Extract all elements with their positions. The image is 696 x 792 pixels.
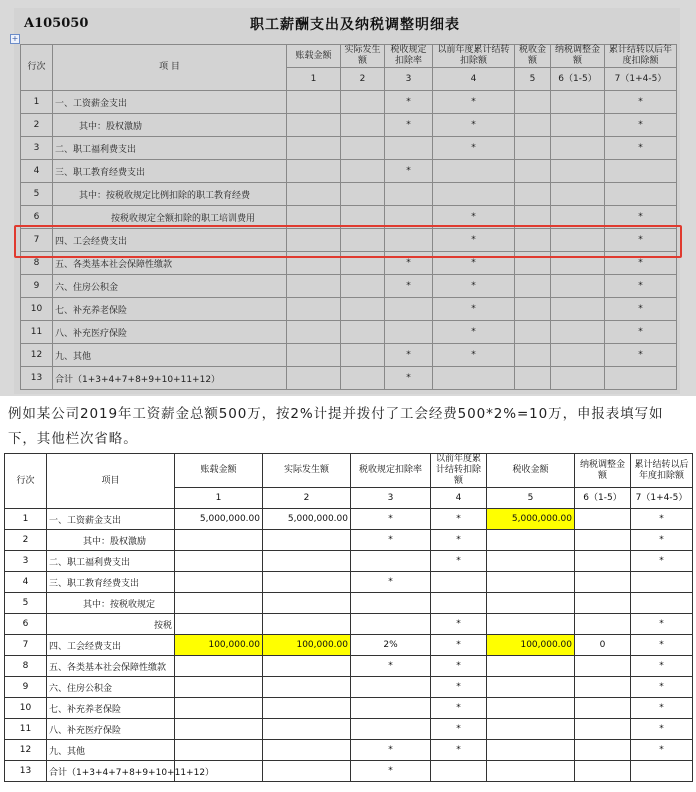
row-cell-col-3[interactable]: * [351, 530, 431, 551]
row-cell-col-3[interactable]: * [385, 160, 433, 183]
row-cell-col-3[interactable] [385, 321, 433, 344]
table-row [5, 719, 693, 740]
row-cell-col-7[interactable]: * [631, 614, 693, 635]
row-cell-col-6[interactable] [575, 614, 631, 635]
row-cell-col-6[interactable] [575, 509, 631, 530]
row-cell-col-7[interactable]: * [605, 321, 677, 344]
row-cell-col-3[interactable] [351, 593, 431, 614]
row-number: 9 [5, 677, 47, 698]
row-cell-col-1[interactable] [175, 740, 263, 761]
row-item: 八、补充医疗保险 [47, 719, 175, 740]
row-cell-col-2[interactable] [341, 298, 385, 321]
row-cell-col-4[interactable]: * [433, 137, 515, 160]
row-cell-col-3[interactable]: * [385, 252, 433, 275]
row-cell-col-1[interactable] [175, 656, 263, 677]
row-item: 一、工资薪金支出 [47, 509, 175, 530]
table-row [5, 635, 693, 656]
row-cell-col-4[interactable] [433, 160, 515, 183]
row-item: 三、职工教育经费支出 [53, 160, 287, 183]
row-item: 五、各类基本社会保障性缴款 [53, 252, 287, 275]
row-item: 六、住房公积金 [53, 275, 287, 298]
row-cell-col-6[interactable] [551, 114, 605, 137]
col-number: 1 [175, 488, 263, 509]
row-cell-col-2[interactable] [263, 614, 351, 635]
row-cell-col-5[interactable] [515, 91, 551, 114]
row-cell-col-2[interactable] [263, 572, 351, 593]
col-number: 6（1-5） [575, 488, 631, 509]
row-cell-col-2[interactable] [341, 275, 385, 298]
row-cell-col-4[interactable] [431, 761, 487, 782]
row-cell-col-4[interactable]: * [433, 114, 515, 137]
header-col-6: 纳税调整金额 [551, 45, 605, 68]
row-item: 其中：按税收规定 [47, 593, 175, 614]
row-number: 10 [21, 298, 53, 321]
row-cell-col-1[interactable]: 5,000,000.00 [175, 509, 263, 530]
table-row [5, 761, 693, 782]
row-cell-col-2[interactable]: 5,000,000.00 [263, 509, 351, 530]
row-cell-col-1[interactable] [175, 698, 263, 719]
row-cell-col-1[interactable] [175, 677, 263, 698]
row-item: 七、补充养老保险 [47, 698, 175, 719]
row-cell-col-7[interactable]: * [605, 91, 677, 114]
col-number: 7（1+4-5） [631, 488, 693, 509]
row-cell-col-4[interactable]: * [431, 509, 487, 530]
top-form-table [20, 44, 677, 390]
table-row [5, 593, 693, 614]
header-col-2: 实际发生额 [341, 45, 385, 68]
row-cell-col-1[interactable] [175, 593, 263, 614]
row-cell-col-2[interactable] [263, 761, 351, 782]
row-cell-col-6[interactable] [551, 321, 605, 344]
row-item: 按税 [47, 614, 175, 635]
bottom-table-body [5, 509, 693, 782]
row-cell-col-6[interactable] [575, 677, 631, 698]
row-cell-col-7[interactable]: * [631, 509, 693, 530]
row-cell-col-5[interactable] [515, 137, 551, 160]
row-cell-col-4[interactable]: * [431, 530, 487, 551]
row-cell-col-2[interactable] [341, 344, 385, 367]
row-cell-col-4[interactable]: * [433, 91, 515, 114]
row-item: 按税收规定全额扣除的职工培训费用 [53, 206, 287, 229]
row-cell-col-5[interactable] [487, 530, 575, 551]
row-item: 其中：股权激励 [53, 114, 287, 137]
row-number: 13 [5, 761, 47, 782]
row-cell-col-5[interactable] [487, 656, 575, 677]
header-col-3: 税收规定扣除率 [385, 45, 433, 68]
row-cell-col-3[interactable] [385, 298, 433, 321]
bottom-header-row [5, 454, 693, 488]
row-cell-col-5[interactable] [487, 677, 575, 698]
table-row [5, 677, 693, 698]
header-col-4: 以前年度累计结转扣除额 [433, 45, 515, 68]
table-move-handle-icon[interactable]: + [11, 34, 19, 43]
row-cell-col-3[interactable] [351, 719, 431, 740]
row-cell-col-6[interactable] [551, 137, 605, 160]
row-cell-col-4[interactable] [431, 593, 487, 614]
row-number: 9 [21, 275, 53, 298]
row-cell-col-6[interactable] [551, 298, 605, 321]
row-number: 4 [5, 572, 47, 593]
table-row [5, 656, 693, 677]
row-cell-col-2[interactable] [341, 160, 385, 183]
header-col-1: 账载金额 [175, 454, 263, 488]
row-cell-col-7[interactable]: * [605, 344, 677, 367]
header-col-5: 税收金额 [515, 45, 551, 68]
row-cell-col-4[interactable]: * [431, 551, 487, 572]
top-header-row [21, 45, 677, 68]
row-item: 九、其他 [47, 740, 175, 761]
table-row [21, 367, 677, 390]
row-cell-col-6[interactable] [551, 275, 605, 298]
form-code: A105050 [24, 16, 89, 31]
row-cell-col-5[interactable] [515, 160, 551, 183]
row-cell-col-6[interactable] [575, 530, 631, 551]
table-row [21, 114, 677, 137]
row-cell-col-7[interactable]: * [631, 635, 693, 656]
header-col-1: 账载金额 [287, 45, 341, 68]
col-number: 7（1+4-5） [605, 68, 677, 91]
form-title: 职工薪酬支出及纳税调整明细表 [250, 17, 460, 33]
row-number: 2 [21, 114, 53, 137]
row-cell-col-5[interactable] [487, 740, 575, 761]
row-cell-col-4[interactable]: * [431, 656, 487, 677]
row-cell-col-6[interactable] [575, 656, 631, 677]
row-cell-col-3[interactable] [351, 698, 431, 719]
row-cell-col-6[interactable] [551, 367, 605, 390]
row-cell-col-5[interactable] [487, 614, 575, 635]
row-cell-col-1[interactable] [287, 91, 341, 114]
table-row [21, 91, 677, 114]
table-row [5, 572, 693, 593]
row-cell-col-1[interactable] [287, 275, 341, 298]
row-cell-col-2[interactable] [341, 114, 385, 137]
row-cell-col-5[interactable] [487, 761, 575, 782]
row-item: 其中：股权激励 [47, 530, 175, 551]
row-cell-col-6[interactable] [575, 572, 631, 593]
row-cell-col-7[interactable] [631, 593, 693, 614]
header-col-7: 累计结转以后年度扣除额 [605, 45, 677, 68]
row-cell-col-4[interactable]: * [431, 614, 487, 635]
row-number: 11 [5, 719, 47, 740]
row-cell-col-4[interactable]: * [433, 321, 515, 344]
header-item: 项 目 [53, 45, 287, 91]
row-cell-col-4[interactable]: * [433, 298, 515, 321]
row-cell-col-3[interactable]: * [351, 509, 431, 530]
col-number: 1 [287, 68, 341, 91]
row-number: 6 [5, 614, 47, 635]
row-cell-col-3[interactable] [351, 614, 431, 635]
row-cell-col-2[interactable] [341, 137, 385, 160]
col-number: 5 [515, 68, 551, 91]
row-cell-col-3[interactable]: * [385, 367, 433, 390]
table-row [5, 509, 693, 530]
header-col-2: 实际发生额 [263, 454, 351, 488]
col-number: 4 [431, 488, 487, 509]
col-number: 6（1-5） [551, 68, 605, 91]
header-row-no: 行次 [21, 45, 53, 91]
row-item: 其中：按税收规定比例扣除的职工教育经费 [53, 183, 287, 206]
row-cell-col-5[interactable]: 5,000,000.00 [487, 509, 575, 530]
row-cell-col-3[interactable]: * [351, 572, 431, 593]
table-row [21, 275, 677, 298]
row-item: 五、各类基本社会保障性缴款 [47, 656, 175, 677]
row-number: 10 [5, 698, 47, 719]
row-cell-col-7[interactable]: * [605, 114, 677, 137]
row-number: 7 [21, 229, 53, 252]
row-cell-col-1[interactable] [175, 719, 263, 740]
row-cell-col-5[interactable] [515, 321, 551, 344]
row-item: 九、其他 [53, 344, 287, 367]
row-cell-col-4[interactable]: * [433, 275, 515, 298]
row-cell-col-6[interactable] [575, 761, 631, 782]
table-row [21, 344, 677, 367]
col-number: 3 [385, 68, 433, 91]
row-cell-col-6[interactable] [575, 698, 631, 719]
row-cell-col-7[interactable]: * [605, 206, 677, 229]
col-number: 3 [351, 488, 431, 509]
row-item: 一、工资薪金支出 [53, 91, 287, 114]
row-cell-col-7[interactable]: * [631, 740, 693, 761]
table-row [5, 530, 693, 551]
row-cell-col-3[interactable] [351, 551, 431, 572]
header-col-6: 纳税调整金额 [575, 454, 631, 488]
row-cell-col-4[interactable] [433, 367, 515, 390]
row-cell-col-7[interactable]: * [631, 719, 693, 740]
row-cell-col-4[interactable]: * [431, 719, 487, 740]
header-item: 项目 [47, 454, 175, 509]
row-cell-col-6[interactable] [575, 740, 631, 761]
row-cell-col-1[interactable]: 100,000.00 [175, 635, 263, 656]
row-cell-col-5[interactable] [515, 367, 551, 390]
row-cell-col-2[interactable] [263, 593, 351, 614]
header-col-5: 税收金额 [487, 454, 575, 488]
row-cell-col-2[interactable]: 100,000.00 [263, 635, 351, 656]
row-cell-col-7[interactable] [631, 761, 693, 782]
row-number: 5 [5, 593, 47, 614]
row-item: 合计（1+3+4+7+8+9+10+11+12） [47, 761, 175, 782]
row-cell-col-7[interactable]: * [605, 252, 677, 275]
row-item: 二、职工福利费支出 [47, 551, 175, 572]
table-row [21, 183, 677, 206]
table-row [21, 298, 677, 321]
row-cell-col-5[interactable] [487, 698, 575, 719]
row-cell-col-6[interactable] [575, 593, 631, 614]
row-item: 八、补充医疗保险 [53, 321, 287, 344]
row-cell-col-1[interactable] [175, 530, 263, 551]
row-cell-col-2[interactable] [263, 551, 351, 572]
row-cell-col-6[interactable] [551, 91, 605, 114]
row-cell-col-1[interactable] [175, 572, 263, 593]
table-row [21, 321, 677, 344]
row-number: 3 [5, 551, 47, 572]
col-number: 5 [487, 488, 575, 509]
header-col-4: 以前年度累计结转扣除额 [431, 454, 487, 488]
row-cell-col-7[interactable]: * [605, 298, 677, 321]
row-cell-col-4[interactable]: * [431, 698, 487, 719]
row-number: 11 [21, 321, 53, 344]
row-item: 合计（1+3+4+7+8+9+10+11+12） [53, 367, 287, 390]
row-cell-col-2[interactable] [341, 367, 385, 390]
col-number: 4 [433, 68, 515, 91]
row-number: 13 [21, 367, 53, 390]
row-cell-col-4[interactable] [433, 183, 515, 206]
table-row [5, 740, 693, 761]
row-cell-col-7[interactable]: * [631, 530, 693, 551]
row-cell-col-4[interactable]: * [433, 206, 515, 229]
row-cell-col-5[interactable] [515, 344, 551, 367]
row-cell-col-5[interactable] [515, 114, 551, 137]
row-cell-col-6[interactable] [551, 183, 605, 206]
row-cell-col-1[interactable] [175, 614, 263, 635]
row-item: 四、工会经费支出 [47, 635, 175, 656]
table-row [5, 551, 693, 572]
row-number: 1 [21, 91, 53, 114]
row-number: 7 [5, 635, 47, 656]
row-number: 8 [21, 252, 53, 275]
row-cell-col-2[interactable] [263, 740, 351, 761]
row-cell-col-6[interactable] [575, 719, 631, 740]
row-cell-col-5[interactable] [487, 551, 575, 572]
header-col-7: 累计结转以后年度扣除额 [631, 454, 693, 488]
row-cell-col-5[interactable] [487, 572, 575, 593]
row-cell-col-5[interactable] [487, 593, 575, 614]
row-cell-col-4[interactable] [431, 572, 487, 593]
col-number: 2 [341, 68, 385, 91]
row-cell-col-2[interactable] [341, 321, 385, 344]
row-number: 6 [21, 206, 53, 229]
row-cell-col-5[interactable]: 100,000.00 [487, 635, 575, 656]
row-cell-col-1[interactable] [287, 367, 341, 390]
row-cell-col-2[interactable] [263, 698, 351, 719]
row-item: 四、工会经费支出 [53, 229, 287, 252]
row-cell-col-2[interactable] [263, 656, 351, 677]
row-number: 8 [5, 656, 47, 677]
row-cell-col-7[interactable]: * [631, 698, 693, 719]
row-item: 三、职工教育经费支出 [47, 572, 175, 593]
row-cell-col-3[interactable]: * [351, 656, 431, 677]
row-cell-col-5[interactable] [487, 719, 575, 740]
row-cell-col-4[interactable]: * [431, 740, 487, 761]
table-row [5, 698, 693, 719]
row-number: 12 [21, 344, 53, 367]
highlight-box-row-7 [14, 225, 682, 258]
row-cell-col-4[interactable]: * [433, 252, 515, 275]
row-cell-col-1[interactable] [287, 114, 341, 137]
row-cell-col-3[interactable]: * [351, 740, 431, 761]
row-cell-col-2[interactable] [263, 677, 351, 698]
row-cell-col-3[interactable]: * [351, 761, 431, 782]
row-cell-col-5[interactable] [515, 183, 551, 206]
header-row-no: 行次 [5, 454, 47, 509]
header-col-3: 税收规定扣除率 [351, 454, 431, 488]
row-cell-col-7[interactable]: * [605, 137, 677, 160]
row-cell-col-6[interactable] [551, 344, 605, 367]
row-cell-col-3[interactable]: * [385, 344, 433, 367]
row-number: 4 [21, 160, 53, 183]
row-cell-col-3[interactable] [385, 137, 433, 160]
row-number: 3 [21, 137, 53, 160]
row-cell-col-1[interactable] [175, 551, 263, 572]
bottom-form-table [4, 453, 693, 782]
row-cell-col-1[interactable] [287, 137, 341, 160]
example-paragraph: 例如某公司2019年工资薪金总额500万，按2%计提并拨付了工会经费500*2%=10万，申报表填写如下，其他栏次省略。 [8, 406, 664, 447]
col-number: 2 [263, 488, 351, 509]
row-cell-col-4[interactable]: * [433, 229, 515, 252]
row-cell-col-7[interactable]: * [631, 677, 693, 698]
row-cell-col-3[interactable]: * [385, 91, 433, 114]
row-item: 七、补充养老保险 [53, 298, 287, 321]
row-cell-col-7[interactable] [605, 367, 677, 390]
row-cell-col-6[interactable] [575, 551, 631, 572]
row-cell-col-7[interactable]: * [605, 229, 677, 252]
row-cell-col-1[interactable] [287, 160, 341, 183]
row-cell-col-7[interactable]: * [605, 275, 677, 298]
row-cell-col-6[interactable] [551, 160, 605, 183]
table-row [21, 137, 677, 160]
row-cell-col-7[interactable]: * [631, 551, 693, 572]
row-cell-col-2[interactable] [263, 530, 351, 551]
row-cell-col-7[interactable] [605, 183, 677, 206]
row-cell-col-2[interactable] [263, 719, 351, 740]
row-cell-col-7[interactable] [605, 160, 677, 183]
row-cell-col-1[interactable] [287, 183, 341, 206]
row-cell-col-4[interactable]: * [431, 635, 487, 656]
row-cell-col-3[interactable] [385, 183, 433, 206]
row-cell-col-3[interactable]: * [385, 114, 433, 137]
row-item: 二、职工福利费支出 [53, 137, 287, 160]
row-cell-col-2[interactable] [341, 183, 385, 206]
row-number: 1 [5, 509, 47, 530]
row-number: 5 [21, 183, 53, 206]
row-item: 六、住房公积金 [47, 677, 175, 698]
row-cell-col-3[interactable]: 2% [351, 635, 431, 656]
row-number: 2 [5, 530, 47, 551]
row-cell-col-1[interactable] [287, 344, 341, 367]
row-cell-col-7[interactable] [631, 572, 693, 593]
row-cell-col-7[interactable]: * [631, 656, 693, 677]
row-number: 12 [5, 740, 47, 761]
row-cell-col-3[interactable] [351, 677, 431, 698]
row-cell-col-3[interactable]: * [385, 275, 433, 298]
table-row [5, 614, 693, 635]
table-row [21, 160, 677, 183]
row-cell-col-4[interactable]: * [431, 677, 487, 698]
row-cell-col-6[interactable]: 0 [575, 635, 631, 656]
row-cell-col-1[interactable] [287, 321, 341, 344]
row-cell-col-5[interactable] [515, 298, 551, 321]
row-cell-col-1[interactable] [287, 298, 341, 321]
row-cell-col-5[interactable] [515, 275, 551, 298]
row-cell-col-2[interactable] [341, 91, 385, 114]
row-cell-col-4[interactable]: * [433, 344, 515, 367]
